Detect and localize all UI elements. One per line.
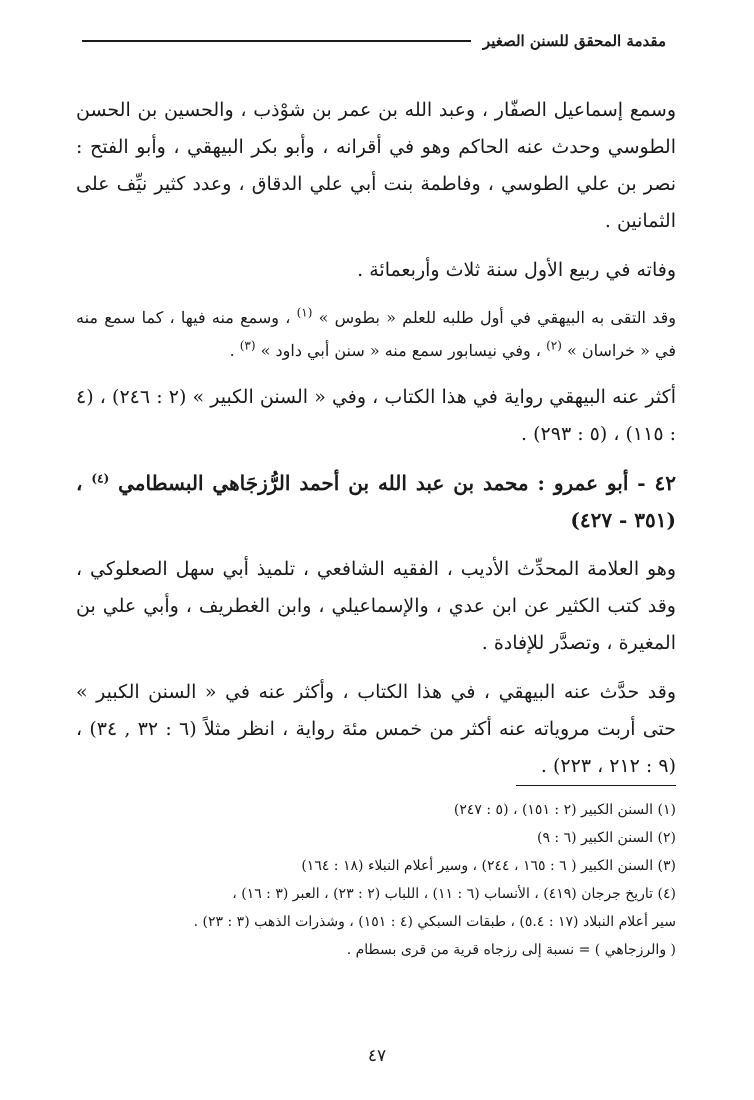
footnote-divider: [516, 785, 676, 786]
footnote: (٢) السنن الكبير (٦ : ٩): [536, 830, 676, 846]
footnote-ref: (٢): [546, 338, 562, 353]
footnotes: [76, 796, 676, 964]
paragraph: وقد حدَّث عنه البيهقي ، في هذا الكتاب ، وأكثر عنه في « السنن الكبير » حتى أربت مروياته عنه أكثر من خمس مئة رواية ، انظر مثلاً (٦ : ٣٢ , ٣٤) ، (٩ : ٢١٢ ، ٢٢٣) .: [76, 681, 677, 777]
footnote: (٣) السنن الكبير ( ٦ : ١٦٥ ، ٢٤٤) ، وسير أعلام النبلاء (١٨ : ١٦٤): [301, 858, 676, 874]
paragraph: وسمع إسماعيل الصفّار ، وعبد الله بن عمر بن شوْذب ، والحسين بن الحسن الطوسي وحدث عنه الحاكم وهو في أقرانه ، وأبو بكر البيهقي ، وأبو الفتح : نصر بن علي الطوسي ، وفاطمة بنت أبي علي الدقاق ، وعدد كثير نيِّف على الثمانين .: [76, 99, 676, 232]
paragraph-segment: ، وفي نيسابور سمع منه « سنن أبي داود »: [255, 341, 547, 360]
header-title: مقدمة المحقق للسنن الصغير: [482, 32, 666, 50]
footnote: ( والرزجاهي ) = نسبة إلى رزجاه قرية من قرى بسطام .: [346, 942, 676, 958]
biography-heading: [76, 465, 676, 539]
footnote: (٤) تاريخ جرجان (٤١٩) ، الأنساب (٦ : ١١) ، اللباب (٢ : ٢٣) ، العبر (٣ : ١٦) ،: [232, 886, 676, 902]
main-text: [76, 92, 676, 797]
paragraph-segment: .: [229, 341, 240, 360]
footnote-ref: (٤): [91, 471, 110, 486]
paragraph-segment: ٤٢ - أبو عمرو : محمد بن عبد الله بن أحمد الرُّزجَاهي البسطامي: [109, 471, 677, 495]
header-rule: [82, 40, 471, 42]
paragraph: أكثر عنه البيهقي رواية في هذا الكتاب ، وفي « السنن الكبير » (٢ : ٢٤٦) ، (٤ : ١١٥) ، (٥ : ٢٩٣) .: [76, 386, 676, 445]
footnote: سير أعلام النبلاد (١٧ : ٥.٤) ، طبقات السبكي (٤ : ١٥١) ، وشذرات الذهب (٣ : ٢٣) .: [193, 914, 676, 930]
paragraph: وفاته في ربيع الأول سنة ثلاث وأربعمائة .: [357, 259, 676, 281]
page-number: ٤٧: [367, 1046, 387, 1066]
paragraph: وهو العلامة المحدِّث الأديب ، الفقيه الشافعي ، تلميذ أبي سهل الصعلوكي ، وقد كتب الكثير عن ابن عدي ، والإسماعيلي ، وابن الغطريف ، وأبي علي بن المغيرة ، وتصدَّر للإفادة .: [76, 558, 676, 654]
paragraph: [76, 301, 676, 367]
paragraph-segment: وقد التقى به البيهقي في أول طلبه للعلم « بطوس »: [312, 308, 676, 327]
paragraph-segment: ، (٣٥١ - ٤٢٧): [76, 471, 676, 532]
footnote: (١) السنن الكبير (٢ : ١٥١) ، (٥ : ٢٤٧): [453, 802, 676, 818]
footnote-ref: (٣): [239, 338, 256, 353]
paragraph-segment: ، وسمع منه فيها ، كما سمع منه في « خراسان »: [76, 308, 676, 360]
footnote-ref: (١): [296, 305, 313, 320]
running-header: [82, 28, 666, 54]
